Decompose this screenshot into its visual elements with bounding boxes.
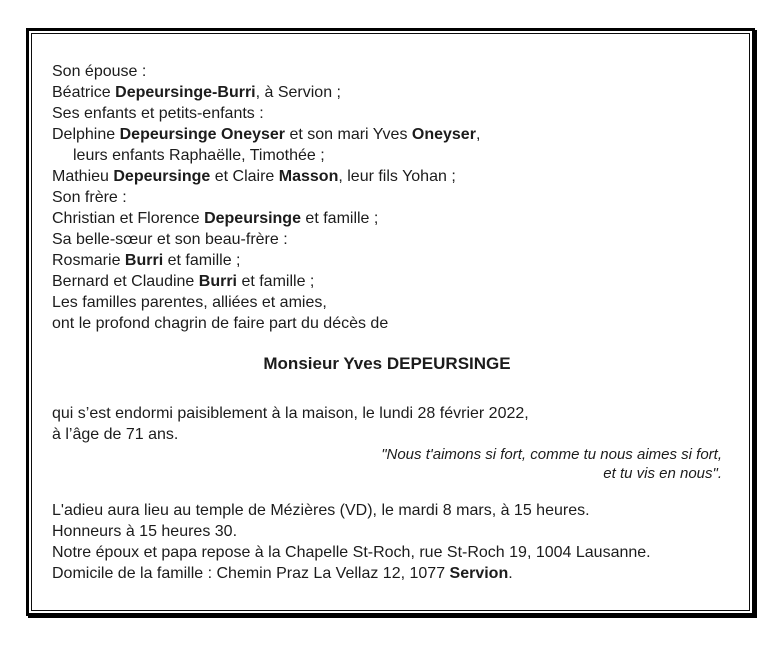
text-line <box>52 187 722 208</box>
text-line <box>52 292 722 313</box>
family-name-text: Depeursinge-Burri <box>115 84 256 101</box>
text-line <box>52 124 722 145</box>
text-line <box>52 313 722 334</box>
text-line <box>52 563 722 584</box>
text-segment: Bernard et Claudine <box>52 273 199 290</box>
text-segment: Christian et Florence <box>52 210 205 227</box>
family-name-text: Burri <box>198 273 237 290</box>
text-segment: Les familles parentes, alliées et amies, <box>52 294 327 311</box>
text-segment: Domicile de la famille : Chemin Praz La Vellaz 12, 1077 <box>52 565 450 582</box>
text-segment: et famille ; <box>163 252 241 269</box>
text-segment: et Claire <box>210 168 279 185</box>
text-line <box>52 542 722 563</box>
text-line <box>52 403 722 424</box>
text-segment: Sa belle-sœur et son beau-frère : <box>52 231 288 248</box>
family-name-text: Depeursinge <box>204 210 301 227</box>
family-name-text: Depeursinge <box>113 168 211 185</box>
text-segment: Son frère : <box>52 189 127 206</box>
text-line <box>52 208 722 229</box>
announcement-frame <box>26 28 755 616</box>
text-line <box>52 166 722 187</box>
text-line <box>52 271 722 292</box>
text-line <box>52 250 722 271</box>
text-segment: ont le profond chagrin de faire part du décès de <box>52 315 389 332</box>
text-line <box>52 103 722 124</box>
text-line <box>52 424 722 445</box>
text-line <box>52 464 722 483</box>
text-segment: Notre époux et papa repose à la Chapelle St-Roch, rue St-Roch 19, 1004 Lausanne. <box>52 544 651 561</box>
text-segment: et tu vis en nous". <box>603 465 722 482</box>
text-line <box>52 145 722 166</box>
text-segment: leurs enfants Raphaëlle, Timothée ; <box>73 147 325 164</box>
text-segment: Ses enfants et petits-enfants : <box>52 105 264 122</box>
text-segment: et famille ; <box>300 210 379 227</box>
text-line <box>52 445 722 464</box>
deceased-name-title: Monsieur Yves DEPEURSINGE <box>263 354 511 373</box>
text-segment: L'adieu aura lieu au temple de Mézières (VD), le mardi 8 mars, à 15 heures. <box>52 502 590 519</box>
text-segment: Rosmarie <box>52 252 125 269</box>
memorial-quote <box>52 445 722 483</box>
text-segment: et famille ; <box>237 273 315 290</box>
text-line <box>52 82 722 103</box>
death-details <box>52 403 722 445</box>
text-segment: et son mari Yves <box>285 126 412 143</box>
text-line <box>52 229 722 250</box>
text-segment: , leur fils Yohan ; <box>338 168 456 185</box>
text-line <box>52 521 722 542</box>
text-segment: Delphine <box>52 126 120 143</box>
text-segment: à l’âge de 71 ans. <box>52 426 179 443</box>
text-segment: qui s’est endormi paisiblement à la maison, le lundi 28 février 2022, <box>52 405 529 422</box>
text-segment: Honneurs à 15 heures 30. <box>52 523 238 540</box>
text-segment: . <box>508 565 513 582</box>
family-name-text: Burri <box>124 252 164 269</box>
text-segment: , <box>475 126 481 143</box>
family-name-text: Depeursinge Oneyser <box>119 126 286 143</box>
text-segment: Béatrice <box>52 84 116 101</box>
text-segment: Mathieu <box>52 168 114 185</box>
ceremony-details <box>52 500 722 584</box>
text-segment: "Nous t'aimons si fort, comme tu nous aimes si fort, <box>381 446 722 463</box>
family-name-text: Servion <box>449 565 509 582</box>
family-name-text: Masson <box>278 168 339 185</box>
text-segment: Son épouse : <box>52 63 147 80</box>
text-line <box>52 500 722 521</box>
text-line <box>52 61 722 82</box>
family-name-text: Oneyser <box>411 126 476 143</box>
text-segment: , à Servion ; <box>255 84 341 101</box>
announcement-inner-frame <box>31 33 750 611</box>
family-list <box>52 61 722 334</box>
